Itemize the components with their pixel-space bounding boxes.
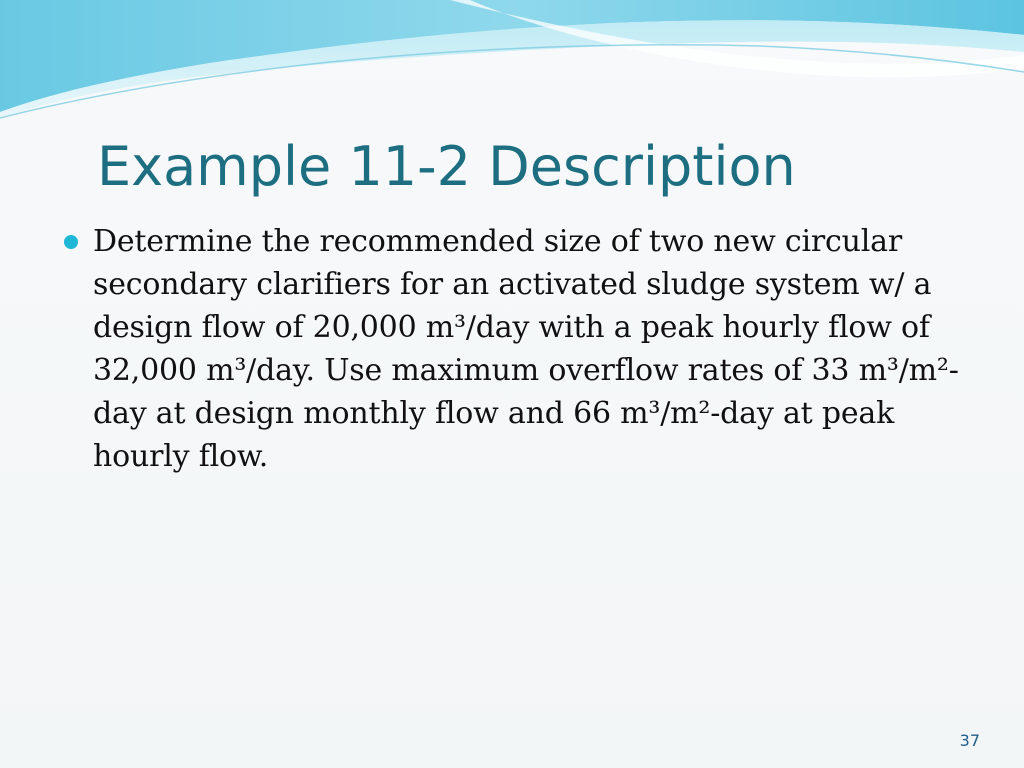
slide-title: Example 11-2 Description (97, 135, 796, 198)
list-item (64, 220, 964, 478)
page-number: 37 (959, 731, 980, 750)
wave-header-decoration (0, 0, 1024, 130)
bullet-text: Determine the recommended size of two new circular secondary clarifiers for an activated sludge system w/ a design flow of 20,000 m³/day with a peak hourly flow of 32,000 m³/day. Use maximum overflow rates of 33 m³/m²-day at design monthly flow and 66 m³/m²-day at peak hourly flow. (93, 224, 959, 474)
bullet-list (64, 220, 964, 478)
bullet-dot-icon (64, 235, 78, 249)
